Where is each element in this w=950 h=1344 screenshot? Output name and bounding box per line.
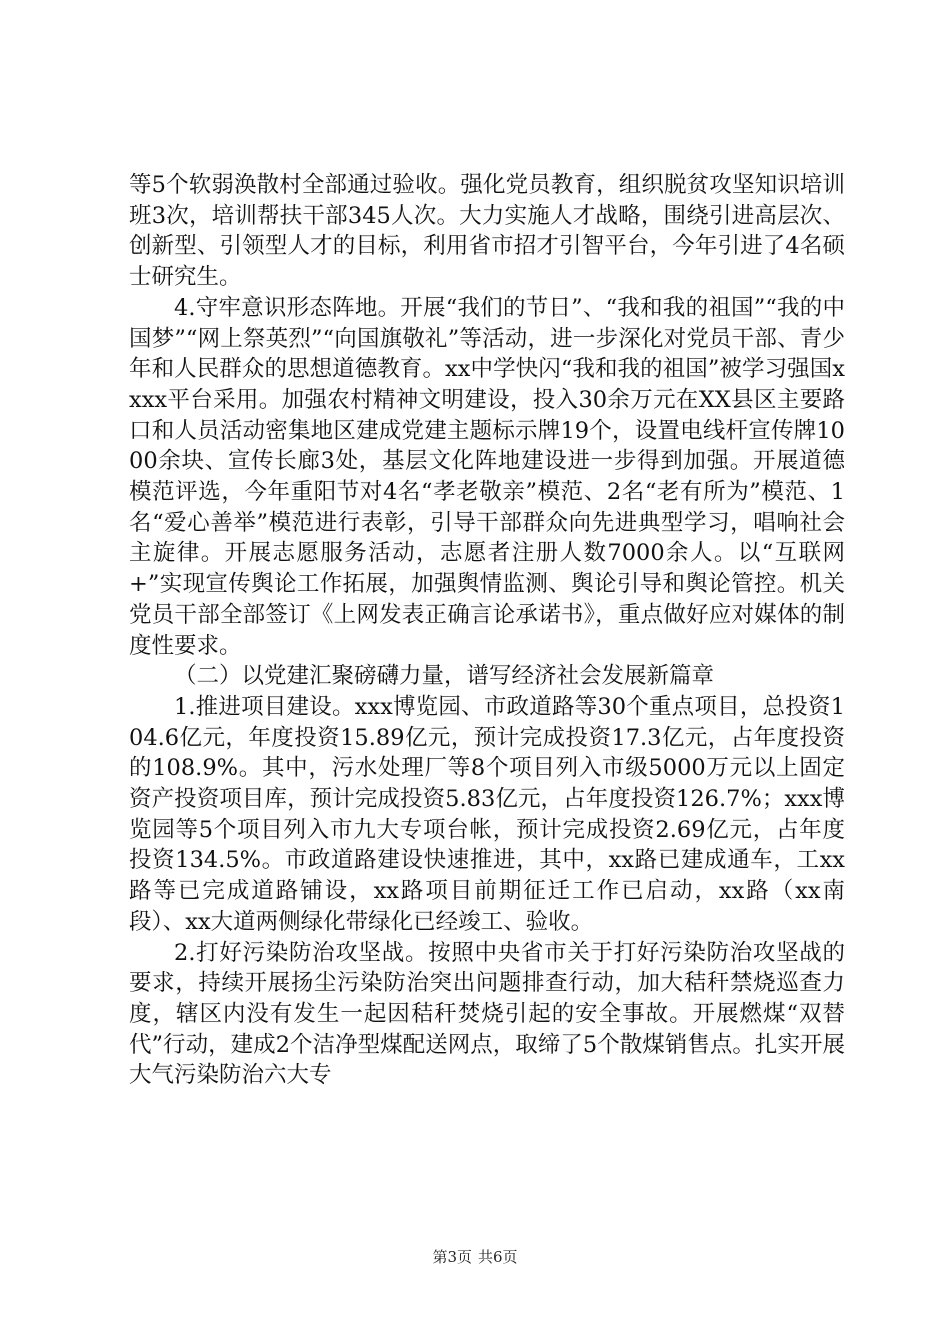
- paragraph-1: 等5个软弱涣散村全部通过验收。强化党员教育，组织脱贫攻坚知识培训班3次，培训帮扶干部345人次。大力实施人才战略，围绕引进高层次、创新型、引领型人才的目标，利用省市招才引智平台，今年引进了4名硕士研究生。: [129, 172, 845, 291]
- page-number: 第3页: [432, 1248, 472, 1266]
- document-body: [129, 170, 845, 1091]
- page-footer: [0, 1247, 950, 1267]
- section-heading: （二）以党建汇聚磅礴力量，谱写经济社会发展新篇章: [174, 663, 715, 690]
- paragraph-4: 2.打好污染防治攻坚战。按照中央省市关于打好污染防治攻坚战的要求，持续开展扬尘污染防治突出问题排查行动，加大秸秆禁烧巡查力度，辖区内没有发生一起因秸秆焚烧引起的安全事故。开展燃煤“双替代”行动，建成2个洁净型煤配送网点，取缔了5个散煤销售点。扎实开展大气污染防治六大专: [129, 939, 845, 1089]
- paragraph-3: 1.推进项目建设。xxx博览园、市政道路等30个重点项目，总投资104.6亿元，年度投资15.89亿元，预计完成投资17.3亿元，占年度投资的108.9%。其中，污水处理厂等8个项目列入市级5000万元以上固定资产投资项目库，预计完成投资5.83亿元，占年度投资126.7%；xxx博览园等5个项目列入市九大专项台帐，预计完成投资2.69亿元，占年度投资134.5%。市政道路建设快速推进，其中，xx路已建成通车，工xx路等已完成道路铺设，xx路项目前期征迁工作已启动，xx路（xx南段）、xx大道两侧绿化带绿化已经竣工、验收。: [129, 693, 845, 935]
- paragraph-2: 4.守牢意识形态阵地。开展“我们的节日”、“我和我的祖国”“我的中国梦”“网上祭英烈”“向国旗敬礼”等活动，进一步深化对党员干部、青少年和人民群众的思想道德教育。xx中学快闪“我和我的祖国”被学习强国xxxx平台采用。加强农村精神文明建设，投入30余万元在XX县区主要路口和人员活动密集地区建成党建主题标示牌19个，设置电线杆宣传牌1000余块、宣传长廊3处，基层文化阵地建设进一步得到加强。开展道德模范评选，今年重阳节对4名“孝老敬亲”模范、2名“老有所为”模范、1名“爱心善举”模范进行表彰，引导干部群众向先进典型学习，唱响社会主旋律。开展志愿服务活动，志愿者注册人数7000余人。以“互联网+”实现宣传舆论工作拓展，加强舆情监测、舆论引导和舆论管控。机关党员干部全部签订《上网发表正确言论承诺书》，重点做好应对媒体的制度性要求。: [129, 294, 845, 659]
- page-total: 共6页: [478, 1248, 518, 1266]
